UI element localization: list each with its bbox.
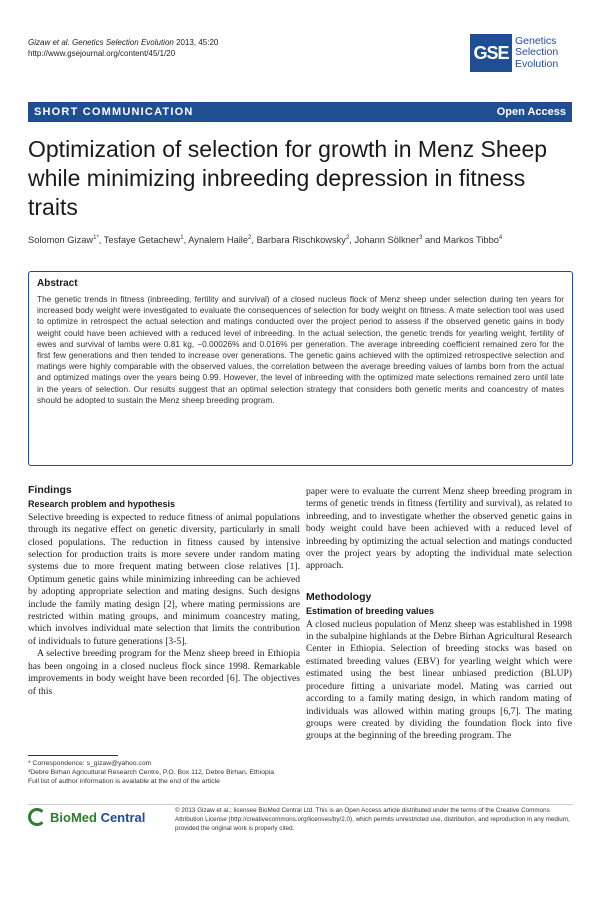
abstract-heading: Abstract xyxy=(37,278,78,289)
author-affiliation: 1 xyxy=(180,235,184,241)
gse-logo xyxy=(470,34,558,72)
open-access-label: Open Access xyxy=(496,106,566,118)
abstract-box xyxy=(28,271,573,466)
gse-word-genetics: Genetics xyxy=(515,34,557,47)
correspondence-note: * Correspondence: s_gizaw@yahoo.com xyxy=(28,760,152,767)
gse-logo-words xyxy=(515,36,558,71)
gse-word-selection: Selection xyxy=(515,46,559,59)
publisher-name-blue: Central xyxy=(96,809,146,825)
article-type: SHORT COMMUNICATION xyxy=(34,106,194,118)
author-name: Johann Sölkner xyxy=(354,235,420,246)
abstract-text: The genetic trends in fitness (inbreeding, fertility and survival) of a closed nucleus flock of Menz sheep under selection during ten years for increased body weight were investigated to evaluate the consequences of selection for body weight on fitness. A mate selection tool was used to optimize in retrospect the actual selection and matings conducted over the project period to assess if the observed genetic gains in body weight could have been achieved with a reduced level of inbreeding. In the actual selection, the genetic trends for yearling weight, fertility of ewes and survival of lambs were 0.81 kg, −0.00026% and 0.016% per generation. The average inbreeding coefficient remained zero for the first few generations and then tended to increase over generations. The genetic gains achieved with the optimized retrospective selection and matings were highly comparable with the observed values, the correlation between the average breeding values of lambs born from the actual and optimized matings over the years being 0.99. However, the level of inbreeding with the optimized mate selections remained zero until late in the years of selection. Our results suggest that an optimal selection strategy that considers both genetic merits and coancestry of mates should be adopted to sustain the Menz sheep breeding program. xyxy=(37,294,564,405)
gse-word-evolution: Evolution xyxy=(515,57,559,70)
footnote-divider xyxy=(28,755,118,756)
license-divider xyxy=(28,804,573,805)
article-type-banner xyxy=(28,102,572,122)
author-affiliation: 3 xyxy=(419,235,423,241)
body-paragraph: A selective breeding program for the Menz sheep breed in Ethiopia has been ongoing in a closed nucleus flock since 1998. Remarkable improvements in body weight have been recorded [6]. The objectives of this xyxy=(28,648,300,697)
publisher-name-green: BioMed xyxy=(50,809,97,825)
findings-heading: Findings xyxy=(28,484,72,496)
article-title: Optimization of selection for growth in Menz Sheep while minimizing inbreeding depression in fitness traits xyxy=(28,136,548,220)
author-name: Aynalem Haile xyxy=(188,235,249,246)
author-affiliation: 2 xyxy=(345,235,350,241)
biomed-central-logo xyxy=(28,808,145,826)
citation-volume: 2013, 45:20 xyxy=(173,38,219,47)
gse-logo-mark: GSE xyxy=(470,34,512,72)
problem-heading: Research problem and hypothesis xyxy=(28,499,176,510)
citation-header xyxy=(28,38,218,59)
methodology-heading: Methodology xyxy=(306,590,372,603)
author-name: Markos Tibbo xyxy=(443,235,499,246)
citation-journal: Gizaw et al. Genetics Selection Evolution xyxy=(28,38,174,47)
footnotes xyxy=(28,759,300,786)
author-affiliation: 2 xyxy=(248,235,252,241)
body-paragraph: Selective breeding is expected to reduce fitness of animal populations through its negative effect on genetic diversity, particularly in small closed populations. The reduction in fitness caused by intensive selection for production traits is more severe under random mating systems due to more frequent mating between close relatives [1]. Optimum genetic gains while minimizing inbreeding can be achieved by adopting appropriate selection and mating designs. Such designs include the family mating design [2], where mating permissions are restricted within mating groups, and minimum coancestry mating, which involves individual mate selection that limits the contribution of individuals to future generations [3-5]. xyxy=(28,511,300,647)
right-column xyxy=(306,486,572,743)
body-paragraph: paper were to evaluate the current Menz sheep breeding program in terms of genetic trends in fitness (fertility and survival), as related to inbreeding, and to investigate whether the observed genetic gains in body weight could have been achieved with a reduced level of inbreeding by optimizing the actual selection and matings conducted over the project years by adopting the individual mate selection approach. xyxy=(306,486,572,572)
body-paragraph: A closed nucleus population of Menz sheep was established in 1998 in the subalpine highlands at the Debre Birhan Agricultural Research Center in Ethiopia. Selection of breeding stocks was based on estimated breeding values (EBV) for yearling weight which were estimated using the best linear unbiased prediction (BLUP) procedure fitting a univariate model. Mating was carried out according to a family mating design, in which random mating of individuals was allowed within mating groups [6,7]. The mating groups were created by dividing the foundation flock into five groups at the beginning of the breeding program. The xyxy=(306,618,572,742)
biomed-central-icon xyxy=(28,808,46,826)
license-text: © 2013 Gizaw et al.; licensee BioMed Central Ltd. This is an Open Access article distributed under the terms of the Creative Commons Attribution License (http://creativecommons.org/licenses/by/2.0), which permits unrestricted use, distribution, and reproduction in any medium, provided the original work is properly cited. xyxy=(175,807,570,832)
article-url[interactable]: http://www.gsejournal.org/content/45/1/20 xyxy=(28,48,176,58)
left-column xyxy=(28,484,300,698)
estimation-heading: Estimation of breeding values xyxy=(306,606,435,617)
author-name: Tesfaye Getachew xyxy=(103,235,181,246)
author-affiliation: 4 xyxy=(498,235,503,241)
author-name: Solomon Gizaw xyxy=(28,235,94,246)
affiliation-note: ¹Debre Birhan Agricultural Research Centre, P.O. Box 112, Debre Birhan, Ethiopia xyxy=(28,769,275,776)
author-info-note: Full list of author information is available at the end of the article xyxy=(28,778,220,785)
author-affiliation: 1* xyxy=(93,235,99,241)
author-list: Solomon Gizaw$^{1*}$, Tesfaye Getachew$^1$, Aynalem Haile$^2$, Barbara Rischkowsky$^2$, Johann Sölkner$^3$ and Markos Tibbo$^4$ xyxy=(28,235,503,246)
author-name: Barbara Rischkowsky xyxy=(256,235,346,246)
biomed-central-wordmark xyxy=(50,810,145,825)
